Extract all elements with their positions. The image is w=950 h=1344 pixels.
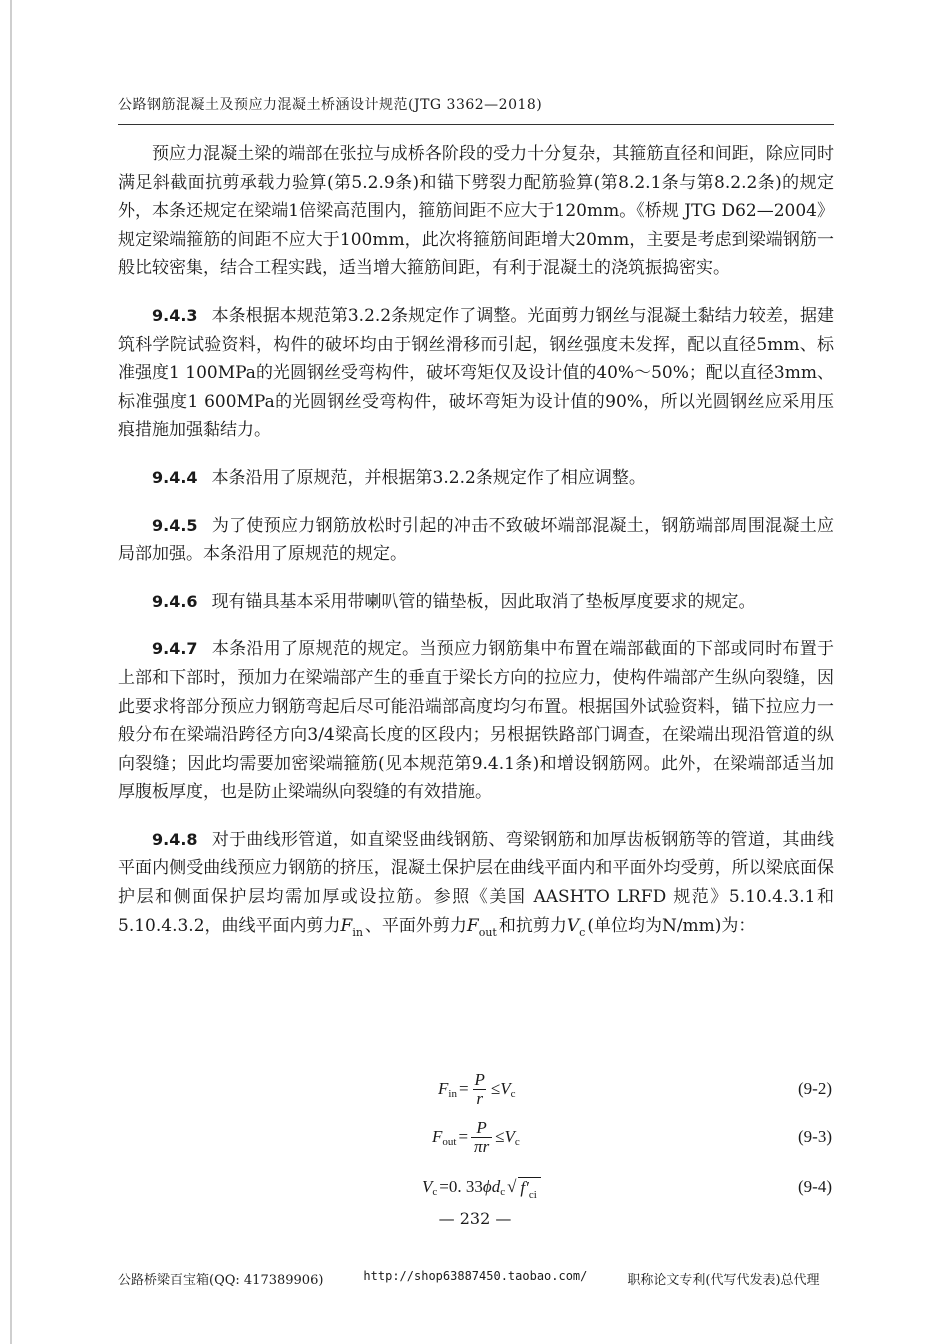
formula-rhs-sub: c xyxy=(514,1136,520,1148)
equation-number: (9-2) xyxy=(798,1079,832,1098)
clause-number: 9.4.7 xyxy=(152,639,198,659)
subscript-out: out xyxy=(478,925,497,939)
scan-edge xyxy=(10,0,12,1344)
footer-right: 职称论文专利(代写代发表)总代理 xyxy=(627,1273,820,1288)
clause-number: 9.4.4 xyxy=(152,467,198,487)
equals-sign: = xyxy=(458,1127,469,1146)
equation-number: (9-3) xyxy=(798,1127,832,1146)
sqrt-icon: √ xyxy=(507,1177,517,1196)
footer-url: http://shop63887450.taobao.com/ xyxy=(363,1269,588,1283)
formula-rhs: V xyxy=(500,1079,511,1098)
symbol-F: F xyxy=(340,915,353,936)
formula-lhs: F xyxy=(438,1079,449,1098)
paragraph-text: 和抗剪力 xyxy=(498,915,567,936)
formula-lhs: F xyxy=(432,1127,443,1146)
formula-lhs-sub: in xyxy=(448,1088,457,1100)
clause-9-4-7 xyxy=(118,635,834,807)
symbol-f-prime: f′ xyxy=(520,1177,529,1197)
paragraph-text: 本条沿用了原规范，并根据第3.2.2条规定作了相应调整。 xyxy=(211,467,646,488)
symbol-F: F xyxy=(466,915,479,936)
footer-left: 公路桥梁百宝箱(QQ: 417389906) xyxy=(118,1273,324,1288)
running-header: 公路钢筋混凝土及预应力混凝土桥涵设计规范(JTG 3362—2018) xyxy=(118,97,543,113)
equation-number: (9-4) xyxy=(798,1177,832,1196)
clause-9-4-5 xyxy=(118,512,834,569)
clause-9-4-8 xyxy=(118,826,834,942)
relation-sign: ≤ xyxy=(490,1079,501,1098)
header-rule xyxy=(118,124,834,125)
subscript-in: in xyxy=(352,925,363,939)
fraction xyxy=(472,1071,488,1108)
symbol-V: V xyxy=(566,915,580,936)
paragraph-text: 预应力混凝土梁的端部在张拉与成桥各阶段的受力十分复杂，其箍筋直径和间距，除应同时满足斜截面抗剪承载力验算(第5.2.9条)和锚下劈裂力配筋验算(第8.2.1条与第8.2.2条)的规定外，本条还规定在梁端1倍梁高范围内，箍筋间距不应大于120mm。《桥规 JTG D62—2004》规定梁端箍筋的间距不应大于100mm，此次将箍筋间距增大20mm，主要是考虑到梁端钢筋一般比较密集，结合工程实践，适当增大箍筋间距，有利于混凝土的浇筑振捣密实。 xyxy=(118,144,834,279)
formula-rhs-sub: c xyxy=(510,1088,516,1100)
clause-number: 9.4.8 xyxy=(152,829,198,849)
equals-sign: = xyxy=(458,1079,469,1098)
paragraph-intro xyxy=(118,140,834,283)
formula-9-3 xyxy=(118,1114,834,1160)
paragraph-text: 本条沿用了原规范的规定。当预应力钢筋集中布置在端部截面的下部或同时布置于上部和下部时，预加力在梁端部产生的垂直于梁长方向的拉应力，使构件端部产生纵向裂缝，因此要求将部分预应力钢筋弯起后尽可能沿端部高度均匀布置。根据国外试验资料，锚下拉应力一般分布在梁端沿跨径方向3/4梁高长度的区段内；另根据铁路部门调查，在梁端出现沿管道的纵向裂缝；因此均需要加密梁端箍筋(见本规范第9.4.1条)和增设钢筋网。此外，在梁端部适当加厚腹板厚度，也是防止梁端纵向裂缝的有效措施。 xyxy=(118,639,834,803)
clause-number: 9.4.6 xyxy=(152,591,198,611)
subscript-c: c xyxy=(500,1186,506,1198)
paragraph-text: 为了使预应力钢筋放松时引起的冲击不致破坏端部混凝土，钢筋端部周围混凝土应局部加强。本条沿用了原规范的规定。 xyxy=(118,515,834,565)
relation-sign: ≤ xyxy=(495,1127,505,1146)
paragraph-text: 本条根据本规范第3.2.2条规定作了调整。光面剪力钢丝与混凝土黏结力较差，据建筑科学院试验资料，构件的破坏均由于钢丝滑移而引起，钢丝强度未发挥，配以直径5mm、标准强度1 100MPa的光圆钢丝受弯构件，破坏弯矩仅及设计值的40%～50%；配以直径3mm、标准强度1 600MPa的光圆钢丝受弯构件，破坏弯矩为设计值的90%，所以光圆钢丝应采用压痕措施加强黏结力。 xyxy=(118,305,834,441)
formula-rhs: V xyxy=(504,1127,515,1146)
clause-9-4-6 xyxy=(118,588,834,617)
denominator: πr xyxy=(471,1137,492,1156)
formula-9-2 xyxy=(118,1066,834,1112)
numerator: P xyxy=(474,1069,485,1089)
paragraph-text: 对于曲线形管道，如直梁竖曲线钢筋、弯梁钢筋和加厚齿板钢筋等的管道，其曲线平面内侧受曲线预应力钢筋的挤压，混凝土保护层在曲线平面内和平面外均受剪，所以梁底面保护层和侧面保护层均需加厚或设拉筋。参照《美国 AASHTO LRFD 规范》5.10.4.3.1和5.10.4.3.2，曲线平面内剪力 xyxy=(118,829,834,936)
footer xyxy=(118,1269,878,1288)
phi-symbol: ϕ xyxy=(482,1177,492,1196)
formula-lhs: V xyxy=(422,1177,433,1196)
coefficient: =0. 33 xyxy=(439,1177,483,1196)
body-text xyxy=(118,140,834,942)
fraction xyxy=(471,1119,492,1156)
clause-number: 9.4.3 xyxy=(152,305,198,325)
formula-lhs-sub: out xyxy=(442,1136,457,1148)
paragraph-text: 现有锚具基本采用带喇叭管的锚垫板，因此取消了垫板厚度要求的规定。 xyxy=(211,591,756,612)
clause-number: 9.4.5 xyxy=(152,515,198,535)
paragraph-text: (单位均为N/mm)为： xyxy=(587,915,756,936)
clause-9-4-3 xyxy=(118,302,834,445)
subscript-ci: ci xyxy=(528,1188,537,1201)
clause-9-4-4 xyxy=(118,464,834,493)
subscript-c: c xyxy=(579,925,586,939)
paragraph-text: 、平面外剪力 xyxy=(364,915,467,936)
formula-9-4 xyxy=(118,1164,834,1210)
page-number: — 232 — xyxy=(438,1209,512,1228)
symbol-d: d xyxy=(491,1177,501,1196)
formula-lhs-sub: c xyxy=(432,1186,438,1198)
numerator: P xyxy=(476,1117,487,1137)
radicand xyxy=(518,1177,540,1201)
denominator: r xyxy=(473,1089,486,1108)
